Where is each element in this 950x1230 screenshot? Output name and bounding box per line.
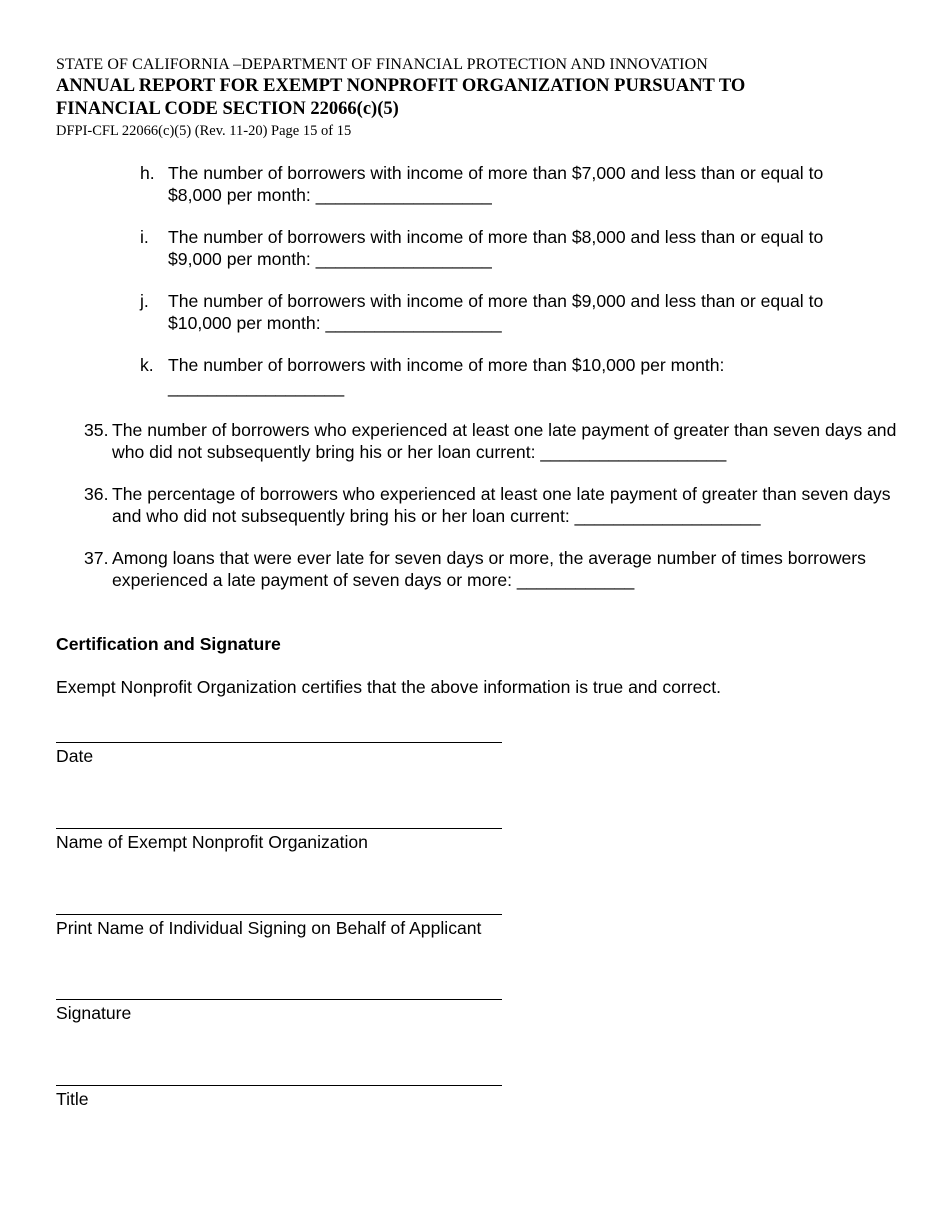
subitem-text: The number of borrowers with income of more than $8,000 and less than or equal to $9,000 per month: bbox=[168, 227, 824, 269]
question-number: 35. bbox=[84, 420, 109, 440]
signature-field-print-name bbox=[56, 914, 516, 939]
signature-field-signature bbox=[56, 999, 516, 1024]
question-number: 36. bbox=[84, 484, 109, 504]
question-text: The percentage of borrowers who experienced at least one late payment of greater than seven days and who did not subsequently bring his or her loan current: bbox=[112, 484, 891, 526]
report-title-line-2: FINANCIAL CODE SECTION 22066(c)(5) bbox=[56, 99, 399, 119]
answer-blank[interactable]: ____________ bbox=[516, 569, 635, 590]
subitem-label: h. bbox=[140, 163, 155, 183]
certification-statement: Exempt Nonprofit Organization certifies that the above information is true and correct. bbox=[56, 677, 721, 697]
title-line[interactable] bbox=[56, 1085, 502, 1086]
answer-blank[interactable]: __________________ bbox=[315, 184, 492, 205]
report-title-line-1: ANNUAL REPORT FOR EXEMPT NONPROFIT ORGANIZATION PURSUANT TO bbox=[56, 76, 746, 96]
subitem-label: i. bbox=[140, 227, 149, 247]
answer-blank[interactable]: __________________ bbox=[325, 312, 502, 333]
form-id: DFPI-CFL 22066(c)(5) (Rev. 11-20) Page 15 of 15 bbox=[56, 123, 352, 139]
answer-blank[interactable]: __________________ bbox=[168, 376, 345, 397]
signature-field-organization bbox=[56, 828, 516, 853]
page-header bbox=[56, 55, 745, 141]
signature-field-title bbox=[56, 1085, 516, 1110]
question-number: 37. bbox=[84, 548, 109, 568]
date-line[interactable] bbox=[56, 742, 502, 743]
subitem-text: The number of borrowers with income of more than $9,000 and less than or equal to $10,000 per month: bbox=[168, 291, 824, 333]
organization-name-line[interactable] bbox=[56, 828, 502, 829]
question-text: Among loans that were ever late for seven days or more, the average number of times borrowers experienced a late payment of seven days or more: bbox=[112, 548, 866, 590]
signature-field-date bbox=[56, 742, 516, 767]
print-name-label: Print Name of Individual Signing on Behalf of Applicant bbox=[56, 918, 482, 938]
signature-label: Signature bbox=[56, 1003, 132, 1023]
answer-blank[interactable]: __________________ bbox=[315, 248, 492, 269]
subitem-label: k. bbox=[140, 355, 154, 375]
title-label: Title bbox=[56, 1089, 89, 1109]
organization-name-label: Name of Exempt Nonprofit Organization bbox=[56, 832, 368, 852]
print-name-line[interactable] bbox=[56, 914, 502, 915]
agency-line: STATE OF CALIFORNIA –DEPARTMENT OF FINANCIAL PROTECTION AND INNOVATION bbox=[56, 56, 708, 73]
subitem-text: The number of borrowers with income of more than $7,000 and less than or equal to $8,000 per month: bbox=[168, 163, 824, 205]
date-label: Date bbox=[56, 746, 94, 766]
question-text: The number of borrowers who experienced at least one late payment of greater than seven days and who did not subsequently bring his or her loan current: bbox=[112, 420, 897, 462]
subitem-label: j. bbox=[140, 291, 149, 311]
certification-heading: Certification and Signature bbox=[56, 634, 281, 654]
answer-blank[interactable]: ___________________ bbox=[574, 505, 761, 526]
answer-blank[interactable]: ___________________ bbox=[540, 441, 727, 462]
signature-line[interactable] bbox=[56, 999, 502, 1000]
subitem-text: The number of borrowers with income of more than $10,000 per month: bbox=[168, 355, 725, 375]
